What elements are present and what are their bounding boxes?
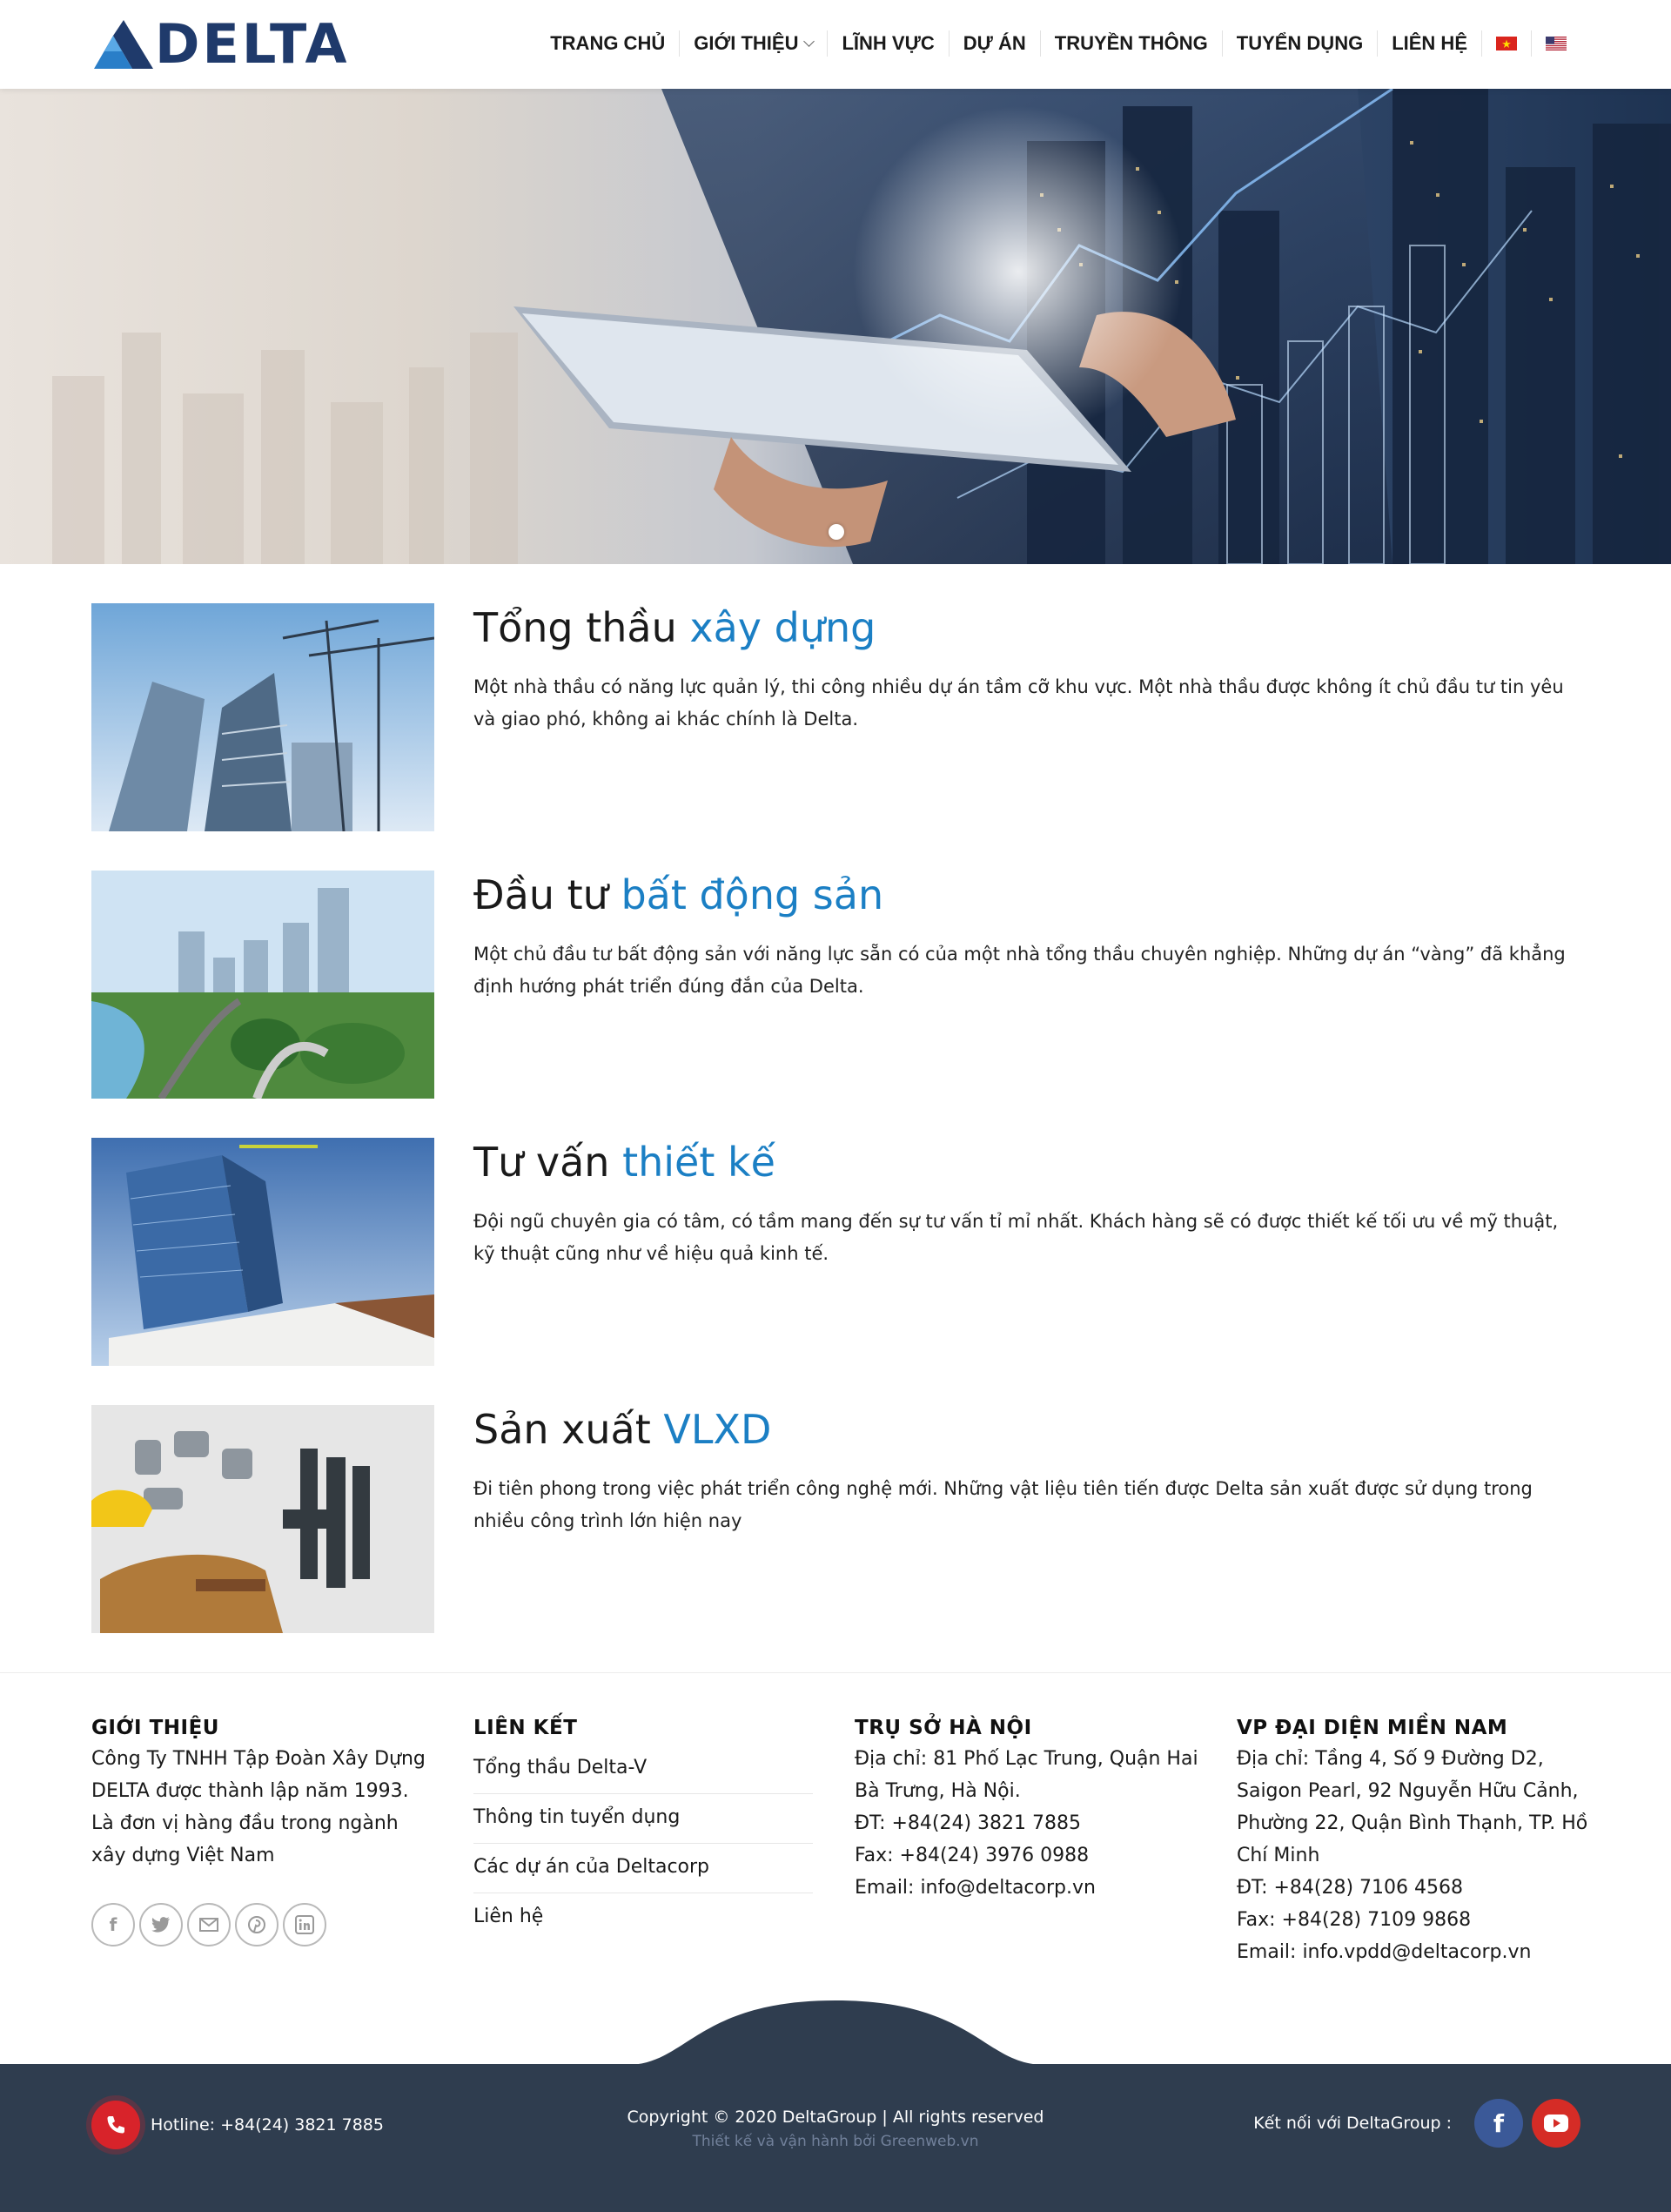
nav-careers-label: TUYỂN DỤNG [1236, 32, 1364, 54]
title-highlight: VLXD [663, 1406, 772, 1453]
email-icon[interactable] [187, 1903, 231, 1946]
linkedin-icon[interactable] [283, 1903, 326, 1946]
nav-careers[interactable] [1222, 30, 1377, 57]
footer-hanoi [855, 1713, 1220, 1904]
nav-media-label: TRUYỀN THÔNG [1054, 32, 1208, 54]
footer-link[interactable]: Các dự án của Deltacorp [473, 1844, 813, 1893]
title-plain: Sản xuất [473, 1406, 664, 1453]
service-description: Một nhà thầu có năng lực quản lý, thi công nhiều dự án tầm cỡ khu vực. Một nhà thầu được không ít chủ đầu tư tin yêu và giao phó, không ai khác chính là Delta. [473, 676, 1564, 729]
nav-contact[interactable] [1377, 30, 1481, 57]
facebook-icon[interactable]: f [1474, 2099, 1523, 2148]
design-image [91, 1138, 434, 1366]
footer-wave [0, 1993, 1671, 2065]
footer-links-list [473, 1745, 822, 1942]
footer-link[interactable]: Tổng thầu Delta-V [473, 1745, 813, 1794]
service-real-estate [91, 871, 1580, 1099]
youtube-icon[interactable] [1532, 2099, 1580, 2148]
hotline-text: Hotline: +84(24) 3821 7885 [151, 2115, 384, 2135]
main-nav [536, 26, 1580, 61]
nav-fields-label: LĨNH VỰC [842, 32, 935, 54]
service-title[interactable] [473, 603, 876, 652]
twitter-icon[interactable] [139, 1903, 183, 1946]
footer-about-heading: GIỚI THIỆU [91, 1717, 219, 1739]
bottom-bar [0, 2064, 1671, 2212]
title-highlight: thiết kế [622, 1139, 775, 1186]
footer-links-heading: LIÊN KẾT [473, 1717, 578, 1739]
south-address-line-1: Địa chỉ: Tầng 4, Số 9 Đường D2, [1237, 1748, 1544, 1770]
footer-socials [91, 1903, 431, 1946]
nav-fields[interactable] [827, 30, 948, 57]
footer-divider [0, 1672, 1671, 1673]
real-estate-image [91, 871, 434, 1099]
hanoi-email[interactable]: Email: info@deltacorp.vn [855, 1877, 1096, 1899]
connect-social [1253, 2099, 1580, 2148]
nav-media[interactable] [1040, 30, 1222, 57]
facebook-icon[interactable]: f [91, 1903, 135, 1946]
footer-link[interactable]: Thông tin tuyển dụng [473, 1794, 813, 1844]
south-phone: ĐT: +84(28) 7106 4568 [1237, 1877, 1464, 1899]
footer-links [473, 1713, 822, 1942]
connect-text: Kết nối với DeltaGroup : [1253, 2114, 1452, 2133]
slider-dot-1[interactable] [829, 524, 844, 540]
footer-hanoi-heading: TRỤ SỞ HÀ NỘI [855, 1717, 1032, 1739]
service-title[interactable] [473, 871, 883, 919]
title-plain: Tư vấn [473, 1139, 623, 1186]
copyright-text: Copyright © 2020 DeltaGroup | All rights reserved [627, 2108, 1044, 2127]
materials-image [91, 1405, 434, 1633]
title-plain: Đầu tư [473, 871, 621, 918]
delta-logo[interactable] [94, 12, 350, 76]
designer-credit[interactable]: Thiết kế và vận hành bởi Greenweb.vn [692, 2133, 979, 2150]
hanoi-address-line-2: Bà Trưng, Hà Nội. [855, 1780, 1021, 1802]
service-construction [91, 603, 1580, 831]
footer-south [1237, 1713, 1602, 1968]
footer-about [91, 1713, 431, 1946]
hanoi-fax: Fax: +84(24) 3976 0988 [855, 1845, 1090, 1866]
delta-logo-icon [94, 20, 153, 69]
nav-contact-label: LIÊN HỆ [1392, 32, 1467, 54]
service-materials [91, 1405, 1580, 1633]
vi-flag-icon [1496, 37, 1517, 50]
footer-about-text: Công Ty TNHH Tập Đoàn Xây Dựng DELTA được thành lập năm 1993. Là đơn vị hàng đầu trong ngành xây dựng Việt Nam [91, 1748, 426, 1866]
south-fax: Fax: +84(28) 7109 9868 [1237, 1909, 1472, 1931]
hanoi-phone: ĐT: +84(24) 3821 7885 [855, 1812, 1082, 1834]
title-highlight: xây dựng [689, 604, 876, 651]
south-email[interactable]: Email: info.vpdd@deltacorp.vn [1237, 1941, 1532, 1963]
nav-projects[interactable] [949, 30, 1040, 57]
service-description: Một chủ đầu tư bất động sản với năng lực sẵn có của một nhà tổng thầu chuyên nghiệp. Những dự án “vàng” đã khẳng định hướng phát triển đúng đắn của Delta. [473, 944, 1566, 997]
service-title[interactable] [473, 1405, 771, 1454]
nav-about-label: GIỚI THIỆU [694, 32, 799, 54]
south-address-line-4: Chí Minh [1237, 1845, 1320, 1866]
nav-home[interactable] [536, 30, 679, 57]
hanoi-address-line-1: Địa chỉ: 81 Phố Lạc Trung, Quận Hai [855, 1748, 1198, 1770]
footer-link[interactable]: Liên hệ [473, 1906, 544, 1927]
brand-name: DELTA [155, 12, 350, 76]
south-address-line-3: Phường 22, Quận Bình Thạnh, TP. Hồ [1237, 1812, 1588, 1834]
service-design [91, 1138, 1580, 1366]
hero-image [0, 89, 1671, 564]
nav-projects-label: DỰ ÁN [963, 32, 1026, 54]
pinterest-icon[interactable] [235, 1903, 278, 1946]
service-title[interactable] [473, 1138, 775, 1187]
chevron-down-icon [804, 36, 815, 47]
construction-image [91, 603, 434, 831]
nav-about[interactable] [679, 30, 827, 57]
footer-south-heading: VP ĐẠI DIỆN MIỀN NAM [1237, 1717, 1508, 1739]
lang-vi[interactable] [1481, 30, 1531, 57]
title-plain: Tổng thầu [473, 604, 690, 651]
service-description: Đi tiên phong trong việc phát triển công nghệ mới. Những vật liệu tiên tiến được Delta sản xuất được sử dụng trong nhiều công trình lớn hiện nay [473, 1478, 1533, 1531]
hero-slider[interactable] [0, 89, 1671, 564]
title-highlight: bất động sản [621, 871, 884, 918]
site-header [0, 0, 1671, 89]
lang-en[interactable] [1531, 30, 1580, 57]
south-address-line-2: Saigon Pearl, 92 Nguyễn Hữu Cảnh, [1237, 1780, 1579, 1802]
us-flag-icon [1546, 37, 1567, 50]
nav-home-label: TRANG CHỦ [550, 32, 666, 54]
service-description: Đội ngũ chuyên gia có tâm, có tầm mang đến sự tư vấn tỉ mỉ nhất. Khách hàng sẽ có được thiết kế tối ưu về mỹ thuật, kỹ thuật cũng như về hiệu quả kinh tế. [473, 1211, 1559, 1264]
